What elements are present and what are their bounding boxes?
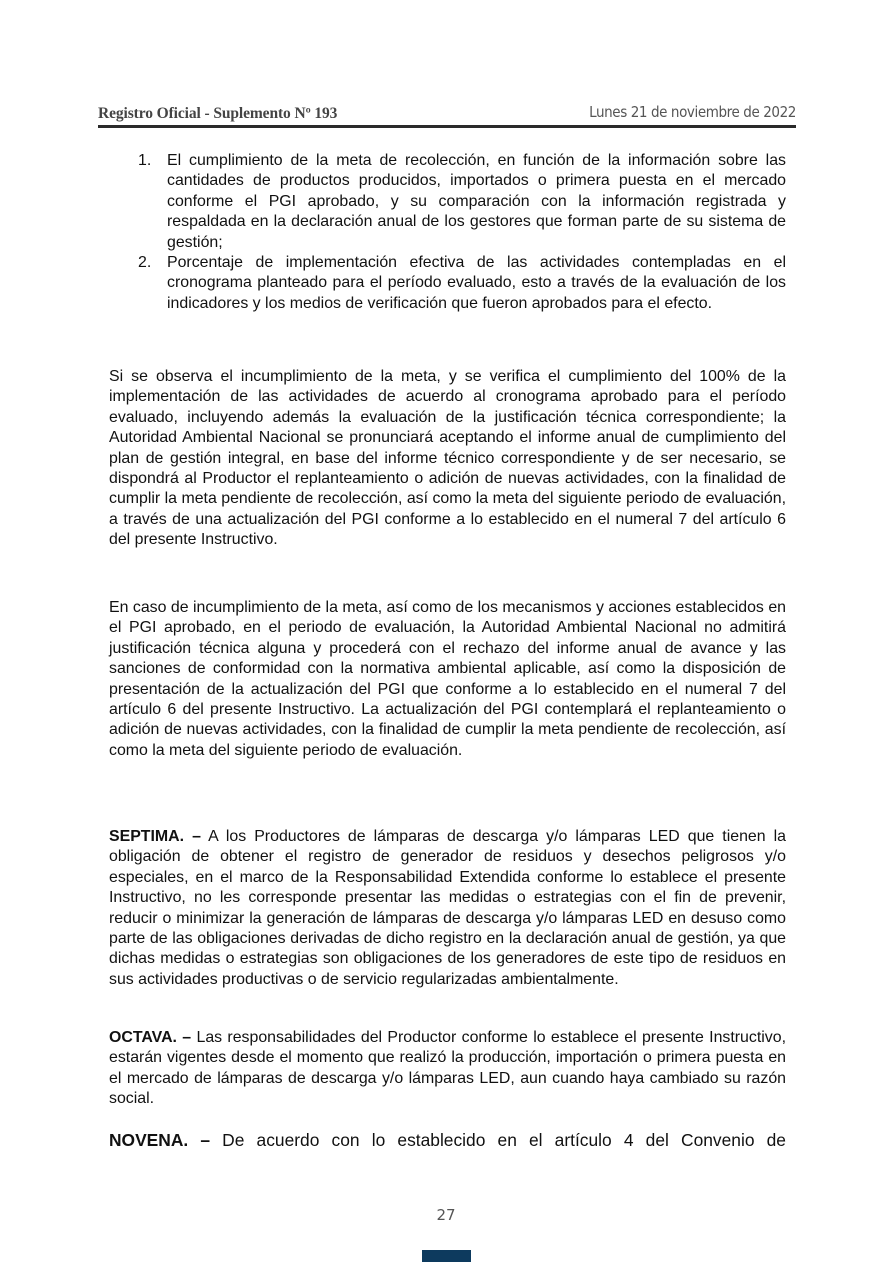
clause-septima (109, 827, 786, 990)
clause-heading: NOVENA. – (109, 1130, 211, 1150)
footer-accent-bar (422, 1250, 471, 1262)
clause-text: A los Productores de lámparas de descarga y/o lámparas LED que tienen la obligación de obtener el registro de generador de residuos y desechos peligrosos y/o especiales, en el marco de la Responsabilidad Extendida conforme lo establece el presente Instructivo, no les corresponde presentar las medidas o estrategias con el fin de prevenir, reducir o minimizar la generación de lámparas de descarga y/o lámparas LED en desuso como parte de las obligaciones derivadas de dicho registro en la declaración anual de gestión, ya que dichas medidas o estrategias son obligaciones de los generadores de este tipo de residuos en sus actividades productivas o de servicio regularizadas ambientalmente. (109, 828, 786, 988)
clause-heading: SEPTIMA. – (109, 828, 201, 845)
list-item (138, 151, 786, 253)
page-header (98, 103, 796, 125)
paragraph-noncompliance (109, 598, 786, 761)
list-item-text: El cumplimiento de la meta de recolección, en función de la información sobre las cantidades de productos producidos, importados o primera puesta en el mercado conforme el PGI aprobado, y su comparación con la información registrada y respaldada en la declaración anual de los gestores que forman parte de su sistema de gestión; (167, 152, 786, 251)
page-number: 27 (436, 1206, 456, 1224)
header-divider (98, 125, 796, 128)
publication-date: Lunes 21 de noviembre de 2022 (589, 103, 796, 121)
clause-novena (109, 1129, 786, 1151)
paragraph-compliance (109, 367, 786, 551)
publication-title: Registro Oficial - Suplemento Nº 193 (98, 105, 338, 122)
paragraph-text: En caso de incumplimiento de la meta, así como de los mecanismos y acciones establecidos en el PGI aprobado, en el periodo de evaluación, la Autoridad Ambiental Nacional no admitirá justificación técnica alguna y procederá con el rechazo del informe anual de avance y las sanciones de conformidad con la normativa ambiental aplicable, así como la disposición de presentación de la actualización del PGI que conforme a lo establecido en el numeral 7 del artículo 6 del presente Instructivo. La actualización del PGI contemplará el replanteamiento o adición de nuevas actividades, con la finalidad de cumplir la meta pendiente de recolección, así como la meta del siguiente periodo de evaluación. (109, 599, 786, 759)
clause-octava (109, 1028, 786, 1110)
list-item-number: 1. (138, 152, 152, 169)
list-item-text: Porcentaje de implementación efectiva de las actividades contempladas en el cronograma planteado para el período evaluado, esto a través de la evaluación de los indicadores y los medios de verificación que fueron aprobados para el efecto. (167, 254, 786, 312)
numbered-list (138, 151, 786, 314)
list-item-number: 2. (138, 254, 152, 272)
clause-text: Las responsabilidades del Productor conforme lo establece el presente Instructivo, estarán vigentes desde el momento que realizó la producción, importación o primera puesta en el mercado de lámparas de descarga y/o lámparas LED, aun cuando haya cambiado su razón social. (109, 1029, 786, 1108)
clause-heading: OCTAVA. – (109, 1029, 192, 1046)
clause-text: De acuerdo con lo establecido en el artículo 4 del Convenio de (210, 1130, 786, 1150)
list-item (138, 253, 786, 314)
paragraph-text: Si se observa el incumplimiento de la meta, y se verifica el cumplimiento del 100% de la implementación de las actividades de acuerdo al cronograma aprobado para el período evaluado, incluyendo además la evaluación de la justificación técnica correspondiente; la Autoridad Ambiental Nacional se pronunciará aceptando el informe anual de cumplimiento del plan de gestión integral, en base del informe técnico correspondiente y de ser necesario, se dispondrá al Productor el replanteamiento o adición de nuevas actividades, con la finalidad de cumplir la meta pendiente de recolección, así como la meta del siguiente periodo de evaluación, a través de una actualización del PGI conforme a lo establecido en el numeral 7 del artículo 6 del presente Instructivo. (109, 368, 786, 549)
